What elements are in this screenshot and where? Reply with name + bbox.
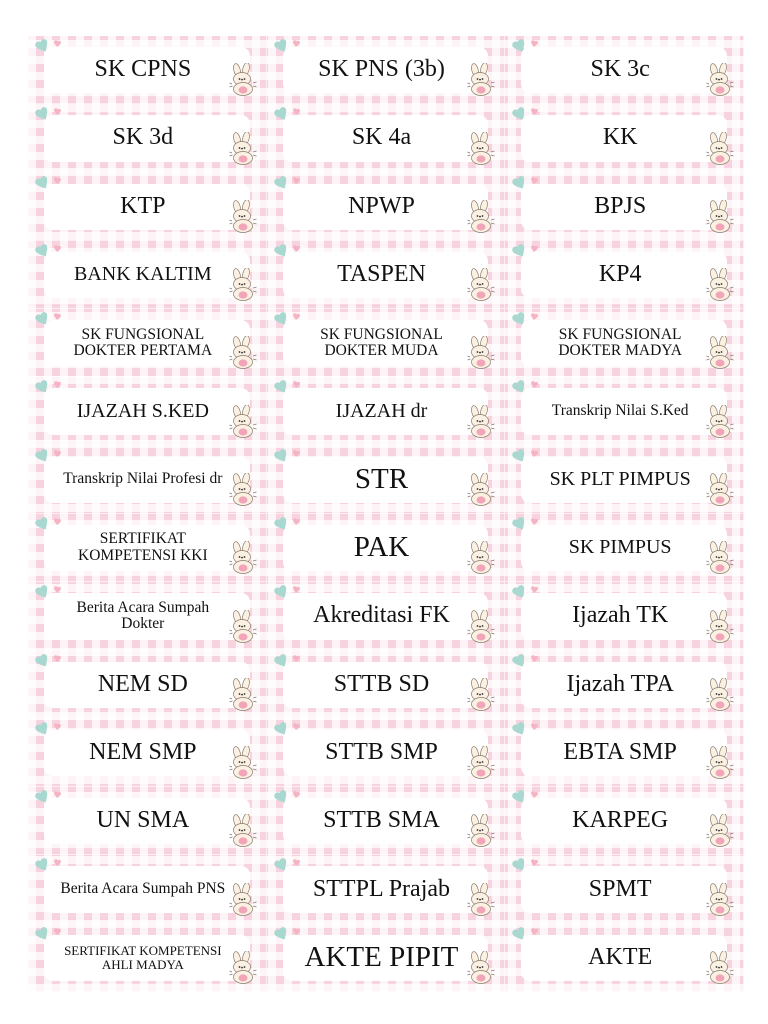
label-plate [44,662,250,708]
bunny-icon [705,951,735,985]
label-plate [521,115,727,161]
hearts-icon [273,857,309,873]
label-text: STTB SMA [323,807,440,834]
label-card [267,36,506,104]
label-card [505,104,744,172]
label-plate [521,457,727,503]
label-text: EBTA SMP [563,739,677,766]
label-plate [283,935,489,981]
hearts-icon [34,653,70,669]
label-text: KP4 [598,261,642,288]
bunny-icon [466,883,496,917]
label-text: SK FUNGSIONAL DOKTER PERTAMA [73,325,213,360]
label-text: KTP [120,192,166,219]
label-text: AKTE PIPIT [304,941,459,974]
label-text: SERTIFIKAT KOMPETENSI KKI [78,530,208,565]
label-text: STTB SD [333,670,430,697]
label-plate [283,593,489,639]
bunny-icon [466,951,496,985]
label-plate [44,388,250,434]
hearts-icon [34,243,70,259]
label-card [28,924,267,992]
bunny-icon [228,814,258,848]
label-card [267,651,506,719]
bunny-icon [228,268,258,302]
label-text: Berita Acara Sumpah Dokter [76,598,210,633]
label-text: Transkrip Nilai Profesi dr [63,470,223,488]
label-text: Ijazah TPA [566,670,674,697]
label-card [28,173,267,241]
hearts-icon [273,584,309,600]
hearts-icon [34,584,70,600]
label-plate [44,115,250,161]
bunny-icon [466,678,496,712]
label-plate [283,798,489,844]
label-card [28,36,267,104]
label-text: UN SMA [96,807,190,834]
label-card [505,514,744,582]
label-plate [283,525,489,571]
label-plate [283,320,489,366]
bunny-icon [228,473,258,507]
label-card [505,36,744,104]
hearts-icon [511,584,547,600]
label-card [267,787,506,855]
hearts-icon [511,379,547,395]
hearts-icon [511,926,547,942]
label-card [505,719,744,787]
label-text: SK FUNGSIONAL DOKTER MUDA [320,325,443,360]
hearts-icon [34,311,70,327]
label-text: IJAZAH S.KED [76,399,209,422]
label-card [505,924,744,992]
hearts-icon [34,106,70,122]
label-text: Berita Acara Sumpah PNS [60,880,226,898]
hearts-icon [511,653,547,669]
label-plate [283,388,489,434]
label-plate [44,457,250,503]
label-card [267,104,506,172]
hearts-icon [511,106,547,122]
label-text: Transkrip Nilai S.Ked [551,402,689,420]
bunny-icon [705,541,735,575]
label-text: SK PLT PIMPUS [549,468,691,491]
bunny-icon [228,132,258,166]
label-plate [521,593,727,639]
label-plate [44,320,250,366]
label-text: KK [602,124,638,151]
label-card [267,377,506,445]
hearts-icon [273,721,309,737]
label-plate [521,662,727,708]
label-card [28,719,267,787]
label-card [28,446,267,514]
bunny-icon [228,951,258,985]
label-plate [521,184,727,230]
label-card [267,855,506,923]
label-text: SK PNS (3b) [318,56,445,83]
label-card [505,309,744,377]
bunny-icon [466,610,496,644]
label-card [267,309,506,377]
label-text: SK 4a [351,124,412,151]
label-plate [44,866,250,912]
hearts-icon [273,379,309,395]
label-plate [44,252,250,298]
label-text: Akreditasi FK [313,602,450,629]
bunny-icon [705,268,735,302]
bunny-icon [466,63,496,97]
hearts-icon [511,448,547,464]
label-sheet [28,36,744,992]
label-card [505,651,744,719]
label-plate [283,252,489,298]
label-plate [521,866,727,912]
label-plate [44,935,250,981]
hearts-icon [34,789,70,805]
label-text: KARPEG [572,807,669,834]
bunny-icon [705,473,735,507]
label-plate [283,115,489,161]
label-text: BANK KALTIM [74,263,212,286]
hearts-icon [273,789,309,805]
label-card [267,173,506,241]
hearts-icon [273,448,309,464]
bunny-icon [466,541,496,575]
label-text: SK CPNS [94,56,192,83]
label-card [28,514,267,582]
hearts-icon [273,926,309,942]
bunny-icon [466,200,496,234]
label-text: BPJS [594,192,647,219]
label-plate [44,525,250,571]
hearts-icon [273,653,309,669]
hearts-icon [273,38,309,54]
hearts-icon [34,38,70,54]
label-plate [283,866,489,912]
label-text: NPWP [348,192,415,219]
label-text: SPMT [588,875,652,902]
label-text: NEM SMP [89,739,197,766]
hearts-icon [34,379,70,395]
label-card [267,514,506,582]
bunny-icon [705,336,735,370]
hearts-icon [34,175,70,191]
hearts-icon [511,311,547,327]
bunny-icon [228,63,258,97]
bunny-icon [705,678,735,712]
bunny-icon [466,473,496,507]
label-card [28,582,267,650]
label-plate [521,935,727,981]
label-card [267,582,506,650]
bunny-icon [228,541,258,575]
hearts-icon [511,243,547,259]
hearts-icon [511,721,547,737]
label-card [267,924,506,992]
label-card [505,855,744,923]
hearts-icon [273,243,309,259]
bunny-icon [705,132,735,166]
bunny-icon [466,814,496,848]
label-card [505,241,744,309]
label-plate [521,798,727,844]
bunny-icon [228,336,258,370]
hearts-icon [273,175,309,191]
label-plate [283,457,489,503]
bunny-icon [705,405,735,439]
label-plate [283,662,489,708]
bunny-icon [466,405,496,439]
label-text: SK 3c [590,56,650,83]
label-card [28,377,267,445]
label-card [267,446,506,514]
label-text: IJAZAH dr [335,399,428,422]
bunny-icon [705,200,735,234]
hearts-icon [34,448,70,464]
hearts-icon [34,926,70,942]
hearts-icon [511,789,547,805]
hearts-icon [34,857,70,873]
bunny-icon [228,746,258,780]
label-text: NEM SD [97,670,188,697]
bunny-icon [228,678,258,712]
label-plate [521,730,727,776]
label-plate [521,525,727,571]
bunny-icon [705,814,735,848]
label-text: TASPEN [337,261,426,288]
bunny-icon [466,336,496,370]
label-card [28,855,267,923]
label-plate [521,47,727,93]
label-card [505,446,744,514]
label-plate [521,388,727,434]
hearts-icon [511,516,547,532]
label-plate [44,730,250,776]
bunny-icon [466,268,496,302]
hearts-icon [511,857,547,873]
label-plate [44,593,250,639]
hearts-icon [273,516,309,532]
label-plate [283,184,489,230]
label-card [505,377,744,445]
label-card [505,787,744,855]
label-plate [283,47,489,93]
label-plate [521,320,727,366]
label-text: PAK [353,531,410,564]
hearts-icon [511,38,547,54]
label-text: STR [354,463,409,496]
label-plate [44,798,250,844]
label-plate [283,730,489,776]
bunny-icon [466,746,496,780]
bunny-icon [228,883,258,917]
label-card [267,719,506,787]
label-card [28,651,267,719]
label-plate [44,184,250,230]
bunny-icon [228,405,258,439]
bunny-icon [705,610,735,644]
label-text: SK PIMPUS [568,536,672,559]
label-card [505,582,744,650]
label-text: Ijazah TK [572,602,669,629]
label-card [267,241,506,309]
bunny-icon [466,132,496,166]
hearts-icon [34,516,70,532]
label-card [28,104,267,172]
label-text: SK 3d [112,124,174,151]
label-card [505,173,744,241]
hearts-icon [273,311,309,327]
hearts-icon [273,106,309,122]
label-plate [521,252,727,298]
bunny-icon [228,610,258,644]
label-card [28,787,267,855]
label-text: SERTIFIKAT KOMPETENSI AHLI MADYA [64,942,222,972]
bunny-icon [705,63,735,97]
label-card [28,241,267,309]
label-plate [44,47,250,93]
bunny-icon [228,200,258,234]
label-text: SK FUNGSIONAL DOKTER MADYA [558,325,682,360]
hearts-icon [511,175,547,191]
label-text: AKTE [588,943,653,970]
label-card [28,309,267,377]
hearts-icon [34,721,70,737]
bunny-icon [705,746,735,780]
bunny-icon [705,883,735,917]
label-text: STTPL Prajab [312,875,451,902]
label-text: STTB SMP [325,739,438,766]
